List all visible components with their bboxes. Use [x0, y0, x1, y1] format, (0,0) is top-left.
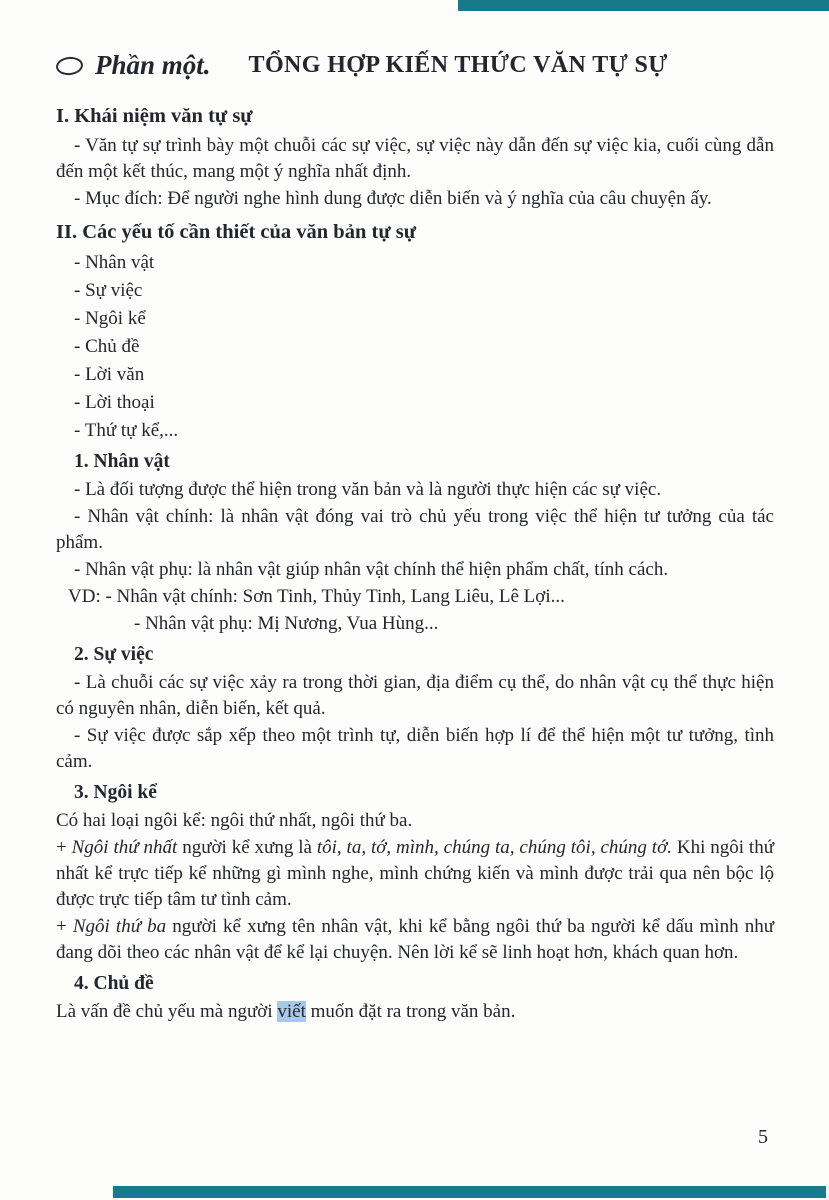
text-run: Khi ngôi thứ nhất kể trực tiếp kể những gì mình nghe, mình chứng kiến và mình được trải qua nên bộc lộ được trực tiếp tâm tư tình cảm. — [56, 837, 775, 910]
list-item: - Ngôi kể — [74, 308, 146, 329]
list-item: - Nhân vật — [74, 252, 155, 273]
paragraph: - Văn tự sự trình bày một chuỗi các sự việc, sự việc này dẫn đến sự việc kia, cuối cùng dẫn đến một kết thúc, mang một ý nghĩa nhất định. — [56, 135, 774, 182]
paragraph: - Sự việc được sắp xếp theo một trình tự, diễn biến hợp lí để thể hiện một tư tưởng, tình cảm. — [56, 725, 774, 772]
paragraph: - Nhân vật chính: là nhân vật đóng vai trò chủ yếu trong việc thể hiện tư tưởng của tác phẩm. — [56, 506, 774, 553]
section-heading-2: II. Các yếu tố cần thiết của văn bản tự sự — [56, 221, 417, 243]
list-item: - Lời văn — [74, 364, 145, 385]
italic-run: Ngôi thứ ba — [72, 916, 167, 937]
page-content — [56, 50, 774, 1026]
paragraph: - Mục đích: Để người nghe hình dung được diễn biến và ý nghĩa của câu chuyện ấy. — [74, 188, 712, 209]
subsection-heading-4: 4. Chủ đề — [74, 973, 154, 994]
example-line: - Nhân vật phụ: Mị Nương, Vua Hùng... — [134, 613, 439, 634]
paragraph: Có hai loại ngôi kể: ngôi thứ nhất, ngôi thứ ba. — [56, 810, 413, 831]
text-run: Là vấn đề chủ yếu mà người — [56, 1001, 278, 1022]
italic-run: tôi, ta, tớ, mình, chúng ta, chúng tôi, chúng tớ. — [316, 837, 672, 858]
page-header — [56, 50, 774, 81]
paragraph: - Nhân vật phụ: là nhân vật giúp nhân vật chính thể hiện phẩm chất, tính cách. — [74, 559, 669, 580]
subsection-heading-3: 3. Ngôi kể — [74, 782, 157, 803]
text-run: muốn đặt ra trong văn bản. — [305, 1001, 516, 1022]
page-number: 5 — [758, 1126, 768, 1148]
text-run: người kể xưng tên nhân vật, khi kể bằng ngôi thứ ba người kể dấu mình như đang dõi theo các nhân vật để kể lại chuyện. Nên lời kể sẽ linh hoạt hơn, khách quan hơn. — [56, 916, 775, 963]
top-scan-bar — [458, 0, 829, 11]
list-item: - Chủ đề — [74, 336, 140, 357]
part-label: Phần một. — [95, 50, 211, 80]
list-item: - Sự việc — [74, 280, 143, 301]
list-item: - Lời thoại — [74, 392, 155, 413]
text-run: + — [56, 837, 72, 858]
italic-run: Ngôi thứ nhất — [71, 837, 178, 858]
section-heading-1: I. Khái niệm văn tự sự — [56, 105, 253, 127]
oval-icon — [55, 55, 84, 76]
text-run: người kể xưng là — [177, 837, 317, 858]
bottom-scan-bar — [113, 1186, 826, 1198]
paragraph: - Là chuỗi các sự việc xảy ra trong thời gian, địa điểm cụ thể, do nhân vật cụ thể thực hiện có nguyên nhân, diễn biến, kết quả. — [56, 672, 774, 719]
list-item: - Thứ tự kể,... — [74, 420, 179, 441]
highlighted-word: viết — [277, 1001, 306, 1022]
example-line: VD: - Nhân vật chính: Sơn Tinh, Thủy Tinh, Lang Liêu, Lê Lợi... — [68, 586, 565, 607]
text-run: + — [56, 916, 73, 937]
paragraph — [56, 999, 774, 1025]
subsection-heading-2: 2. Sự việc — [74, 644, 154, 665]
page-title: TỔNG HỢP KIẾN THỨC VĂN TỰ SỰ — [248, 52, 668, 78]
paragraph — [56, 914, 774, 966]
paragraph: - Là đối tượng được thể hiện trong văn bản và là người thực hiện các sự việc. — [74, 479, 662, 500]
paragraph — [56, 835, 774, 913]
subsection-heading-1: 1. Nhân vật — [74, 451, 170, 472]
